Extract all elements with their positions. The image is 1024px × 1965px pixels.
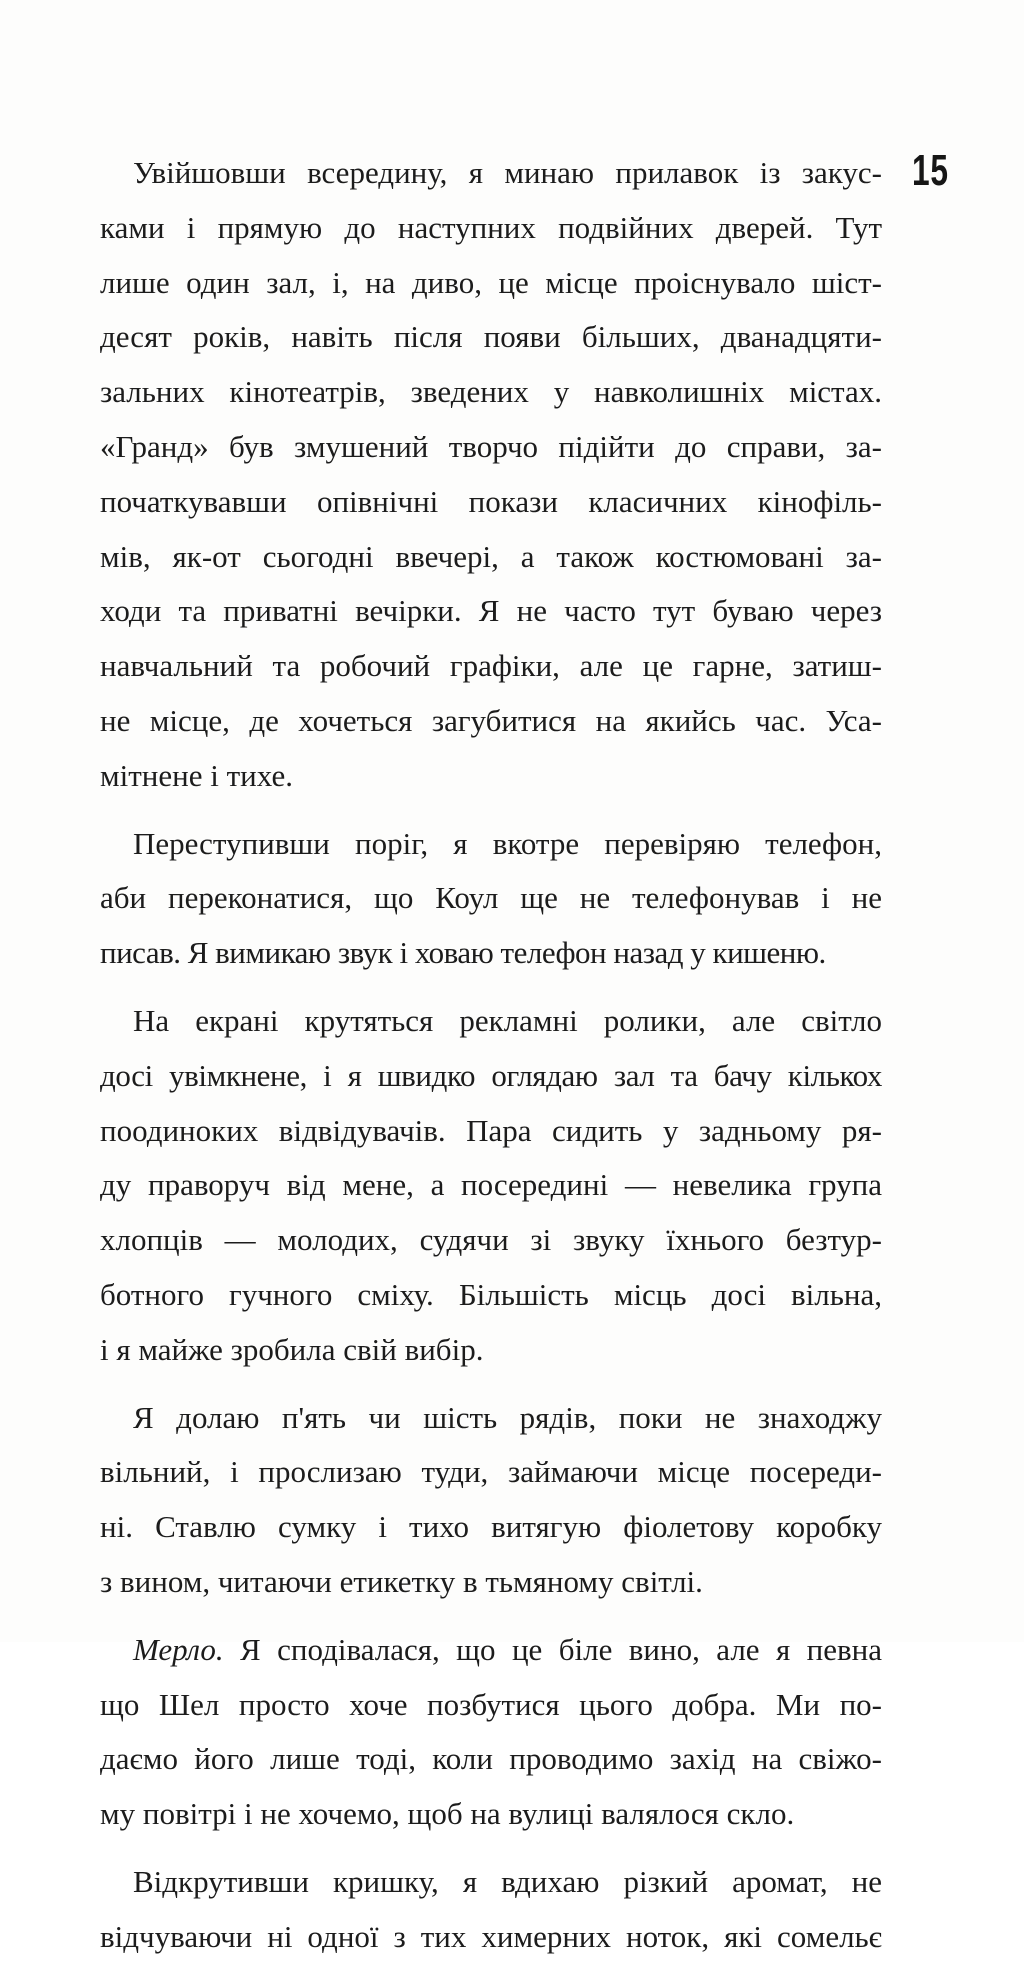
text-line: поодиноких відвідувачів. Пара сидить у задньому ря- [100,1112,882,1148]
text-line: Переступивши поріг, я вкотре перевіряю телефон, [133,825,882,861]
text-line: початкувавши опівнічні покази класичних кінофіль- [100,483,882,519]
page-number: 15 [912,146,949,195]
text-line: хлопців — молодих, судячи зі звуку їхнього безтур- [100,1222,882,1258]
text-line: ками і прямую до наступних подвійних дверей. Тут [100,209,882,245]
paragraph-1 [100,146,882,804]
body-text [100,146,882,1965]
text-line: му повітрі і не хочемо, щоб на вулиці валялося скло. [100,1796,795,1832]
text-line: лише один зал, і, на диво, це місце проіснувало шіст- [100,264,882,300]
text-line: не місце, де хочеться загубитися на якийсь час. Уса- [100,702,882,738]
paragraph-2 [100,817,882,981]
text-line: писав. Я вимикаю звук і ховаю телефон назад у кишеню. [100,935,826,971]
text-line: даємо його лише тоді, коли проводимо захід на свіжо- [100,1741,882,1777]
text-line: досі увімкнене, і я швидко оглядаю зал та бачу кількох [100,1057,882,1093]
paragraph-6 [100,1855,882,1965]
text-line: Відкрутивши кришку, я вдихаю різкий аромат, не [133,1863,882,1899]
text-line: Я долаю п'ять чи шість рядів, поки не знаходжу [133,1399,882,1435]
italic-word: Мерло. [133,1631,224,1667]
text-line: що Шел просто хоче позбутися цього добра. Ми по- [100,1686,882,1722]
paragraph-4 [100,1391,882,1610]
text-line [100,1623,882,1678]
text-line: десят років, навіть після появи більших, дванадцяти- [100,319,882,355]
text-line: навчальний та робочий графіки, але це гарне, затиш- [100,648,882,684]
text-line: мітнене і тихе. [100,757,293,793]
text-line-rest: Я сподівалася, що це біле вино, але я певна [223,1631,882,1667]
text-line: Увійшовши всередину, я минаю прилавок із закус- [133,155,882,190]
text-line: На екрані крутяться рекламні ролики, але світло [133,1002,882,1038]
text-line: ботного гучного сміху. Більшість місць досі вільна, [100,1276,882,1312]
text-line: ду праворуч від мене, а посередині — невелика група [100,1167,882,1203]
text-line: ходи та приватні вечірки. Я не часто тут буваю через [100,593,882,629]
text-line: мів, як-от сьогодні ввечері, а також костюмовані за- [100,538,882,574]
text-line: «Гранд» був змушений творчо підійти до справи, за- [100,428,882,464]
text-line: з вином, читаючи етикетку в тьмяному світлі. [100,1563,703,1599]
text-line: аби переконатися, що Коул ще не телефонував і не [100,880,882,916]
text-line: і я майже зробила свій вибір. [100,1331,484,1367]
text-line: відчуваючи ні одної з тих химерних ноток, які сомельє [100,1918,882,1954]
paragraph-3 [100,994,882,1378]
text-line: ні. Ставлю сумку і тихо витягую фіолетову коробку [100,1509,882,1545]
text-line: зальних кінотеатрів, зведених у навколишніх містах. [100,374,882,410]
paragraph-5 [100,1623,882,1842]
text-line: вільний, і прослизаю туди, займаючи місце посереди- [100,1454,882,1490]
